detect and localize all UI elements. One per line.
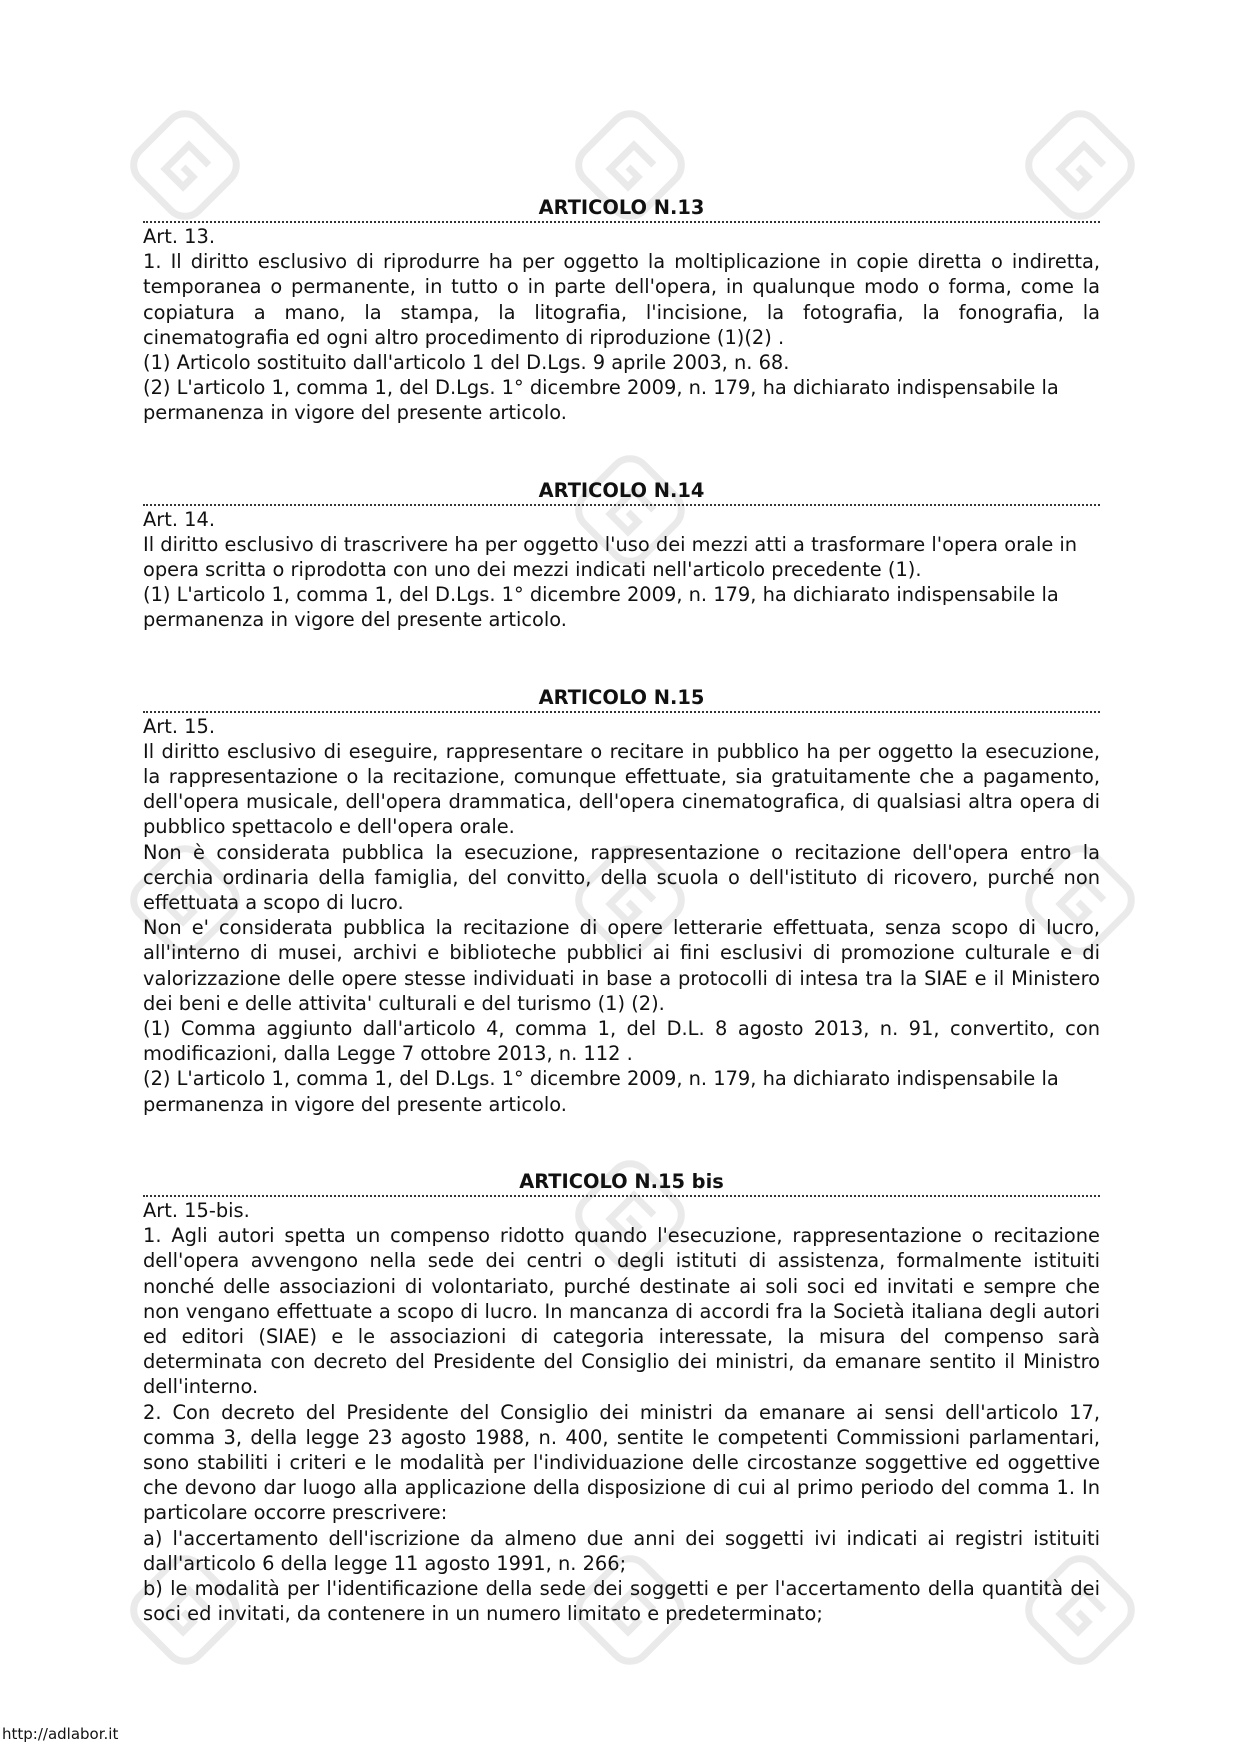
footer-url: http://adlabor.it <box>2 1725 119 1743</box>
article-note: (1) Articolo sostituito dall'articolo 1 del D.Lgs. 9 aprile 2003, n. 68. <box>143 351 790 375</box>
article-number: Art. 15-bis. <box>143 1198 250 1222</box>
article-paragraph: 1. Il diritto esclusivo di riprodurre ha per oggetto la moltiplicazione in copie diretta o indiretta, temporanea o permanente, in tutto o in parte dell'opera, in qualunque modo o forma, come la copiatura a mano, la stampa, la litografia, l'incisione, la fotografia, la fonografia, la cinematografia ed ogni altro procedimento di riproduzione (1)(2) . <box>143 250 1100 349</box>
article-note: (1) Comma aggiunto dall'articolo 4, comma 1, del D.L. 8 agosto 2013, n. 91, convertito, con modificazioni, dalla Legge 7 ottobre 2013, n. 112 . <box>143 1017 1100 1066</box>
article-list-item: b) le modalità per l'identificazione della sede dei soggetti e per l'accertamento della quantità dei soci ed invitati, da contenere in un numero limitato e predeterminato; <box>143 1576 1100 1626</box>
article-heading: ARTICOLO N.13 <box>143 196 1100 223</box>
article-paragraph: Il diritto esclusivo di trascrivere ha per oggetto l'uso dei mezzi atti a trasformare l'opera orale in opera scritta o riprodotta con uno dei mezzi indicati nell'articolo precedente (1). <box>143 532 1078 582</box>
document-body <box>143 196 1100 1679</box>
article-number: Art. 14. <box>143 507 216 531</box>
article-14 <box>143 479 1100 633</box>
article-list-item: a) l'accertamento dell'iscrizione da almeno due anni dei soggetti ivi indicati ai registri istituiti dall'articolo 6 della legge 11 agosto 1991, n. 266; <box>143 1526 1100 1575</box>
article-number: Art. 13. <box>143 225 216 248</box>
article-note: (2) L'articolo 1, comma 1, del D.Lgs. 1° dicembre 2009, n. 179, ha dichiarato indispensabile la permanenza in vigore del presente articolo. <box>143 376 1059 425</box>
article-paragraph: Il diritto esclusivo di eseguire, rappresentare o recitare in pubblico ha per oggetto la esecuzione, la rappresentazione o la recitazione, comunque effettuate, sia gratuitamente che a pagamento, dell'opera musicale, dell'opera drammatica, dell'opera cinematografica, di qualsiasi altra opera di pubblico spettacolo e dell'opera orale. <box>143 739 1100 839</box>
article-paragraph: Non e' considerata pubblica la recitazione di opere letterarie effettuata, senza scopo di lucro, all'interno di musei, archivi e biblioteche pubblici ai fini esclusivi di promozione culturale e di valorizzazione delle opere stesse individuati in base a protocolli di intesa tra la SIAE e il Ministero dei beni e delle attivita' culturali e del turismo (1) (2). <box>143 916 1100 1015</box>
article-paragraph: Non è considerata pubblica la esecuzione, rappresentazione o recitazione dell'opera entro la cerchia ordinaria della famiglia, del convitto, della scuola o dell'istituto di ricovero, purché non effettuata a scopo di lucro. <box>143 840 1100 915</box>
article-13 <box>143 196 1100 426</box>
article-paragraph: 1. Agli autori spetta un compenso ridotto quando l'esecuzione, rappresentazione o recitazione dell'opera avvengono nella sede dei centri o degli istituti di assistenza, formalmente istituiti nonché delle associazioni di volontariato, purché destinate ai soli soci ed invitati e sempre che non vengano effettuate a scopo di lucro. In mancanza di accordi fra la Società italiana degli autori ed editori (SIAE) e le associazioni di categoria interessate, la misura del compenso sarà determinata con decreto del Presidente del Consiglio dei ministri, da emanare sentito il Ministro dell'interno. <box>143 1224 1100 1399</box>
article-paragraph: 2. Con decreto del Presidente del Consiglio dei ministri da emanare ai sensi dell'articolo 17, comma 3, della legge 23 agosto 1988, n. 400, sentite le competenti Commissioni parlamentari, sono stabiliti i criteri e le modalità per l'individuazione delle circostanze soggettive ed oggettive che devono dar luogo alla applicazione della disposizione di cui al primo periodo del comma 1. In particolare occorre prescrivere: <box>143 1400 1100 1525</box>
article-heading: ARTICOLO N.15 bis <box>143 1170 1100 1197</box>
article-15 <box>143 686 1100 1117</box>
article-note: (1) L'articolo 1, comma 1, del D.Lgs. 1° dicembre 2009, n. 179, ha dichiarato indispensabile la permanenza in vigore del presente articolo. <box>143 583 1059 632</box>
article-15-bis <box>143 1170 1100 1626</box>
article-heading: ARTICOLO N.14 <box>143 479 1100 506</box>
article-number: Art. 15. <box>143 714 216 738</box>
article-heading: ARTICOLO N.15 <box>143 686 1100 713</box>
article-note: (2) L'articolo 1, comma 1, del D.Lgs. 1° dicembre 2009, n. 179, ha dichiarato indispensabile la permanenza in vigore del presente articolo. <box>143 1067 1059 1116</box>
